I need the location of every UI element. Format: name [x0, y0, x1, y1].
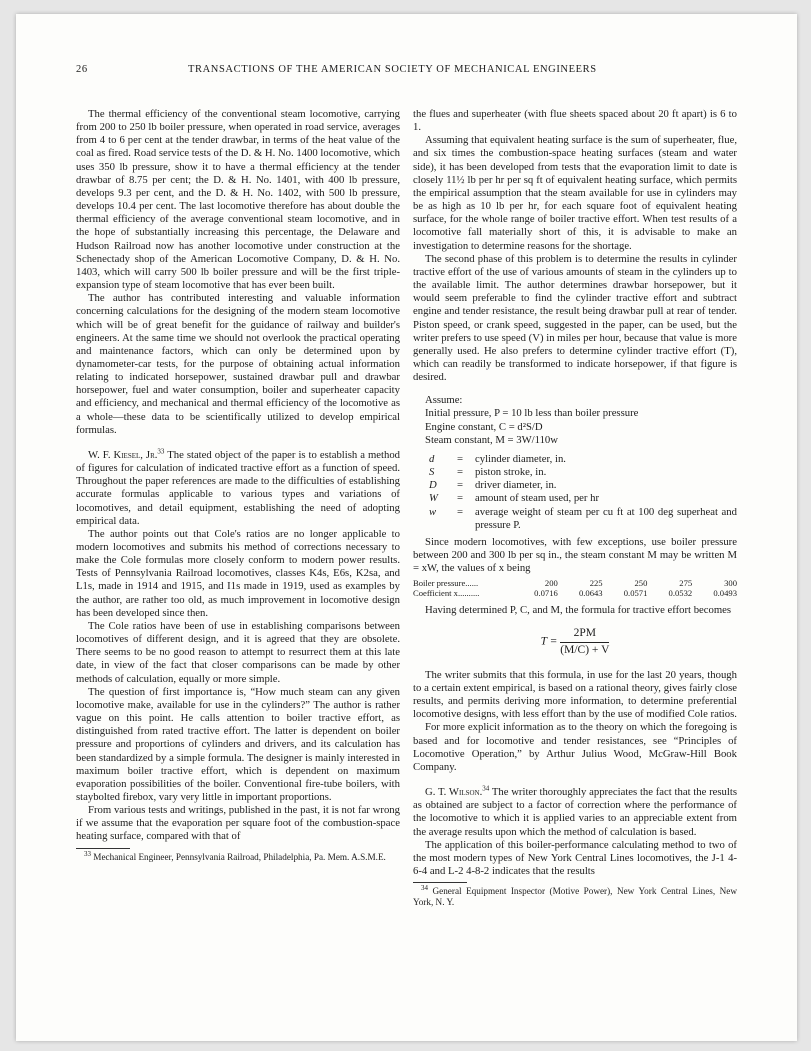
footnote-ref: 34: [482, 784, 490, 793]
tractive-effort-formula: [413, 627, 737, 656]
definition-row: S = piston stroke, in.: [413, 466, 737, 479]
paragraph: The Cole ratios have been of use in establishing comparisons between locomotives of different design, and it is agreed that they are obsolete. There seems to be no good reason to attempt to resurrect them at this late date, in view of the fact that closer comparisons can be made by other methods of calculation, equally or more simple.: [76, 619, 400, 685]
footnote-number: 34: [421, 884, 428, 893]
paragraph: The thermal efficiency of the conventional steam locomotive, carrying from 200 to 250 lb boiler pressure, when operated in road service, averages from 4 to 6 per cent at the tender drawbar, in terms of the heat value of the coal as fired. Road service tests of the D. & H. No. 1400 locomotive, which uses 350 lb pressure, show it to have a thermal efficiency at the tender drawbar of 8.75 per cent; the D. & H. No. 1401, with 400 lb pressure, develops 9.3 per cent, and the D. & H. No. 1402, with 500 lb pressure, develops 10.4 per cent. The last locomotive therefore has about double the thermal efficiency of the average conventional steam locomotive, and in the hope of substantially increasing this percentage, the Delaware and Hudson Railroad now has another locomotive under construction at the Schenectady shop of the American Locomotive Company, D. & H. No. 1403, which will carry 500 lb boiler pressure and will be the first triple-expansion type of steam locomotive that has ever been built.: [76, 108, 400, 292]
row-label: Coefficient x..........: [413, 588, 480, 599]
footnote: [76, 849, 400, 863]
formula-lhs: T =: [540, 635, 558, 648]
footnote-divider: [76, 848, 130, 849]
table-cell: 200: [544, 578, 558, 589]
paragraph: The author has contributed interesting and valuable information concerning calculations for the designing of the modern steam locomotive which will be of great benefit for the guidance of railway and builder's engineers. At the same time we should not overlook the practical operating and maintenance factors, which can only be determined upon by dynamometer-car tests, for the purpose of obtaining actual information relating to indicated horsepower, sustained drawbar pull and drawbar horsepower, fuel and water consumption, boiler and superheater capacity and efficiency, and mechanical and thermal efficiency of the locomotive as a whole—these data to be scientifically utilized to develop empirical formulas.: [76, 292, 400, 436]
table-cell: 225: [589, 578, 603, 589]
assume-label: Assume:: [425, 394, 463, 407]
footnote-text: Mechanical Engineer, Pennsylvania Railroad, Philadelphia, Pa. Mem. A.S.M.E.: [93, 851, 386, 862]
definition-text: driver diameter, in.: [475, 479, 557, 492]
table-cell: 0.0643: [578, 588, 603, 599]
symbol: W: [429, 492, 438, 505]
definition-row: W = amount of steam used, per hr: [413, 492, 737, 505]
symbol: S: [429, 466, 435, 479]
paragraph: the flues and superheater (with flue sheets spaced about 20 ft apart) is 6 to 1.: [413, 108, 737, 134]
table-cell: 0.0532: [668, 588, 693, 599]
assumptions-block: [425, 394, 737, 447]
table-cell: 250: [634, 578, 648, 589]
page-number: 26: [76, 64, 88, 75]
table-cell: 275: [679, 578, 693, 589]
pressure-coefficient-table: [413, 578, 737, 598]
left-column: [76, 108, 400, 863]
table-cell: 0.0716: [534, 588, 558, 599]
paragraph-text: The stated object of the paper is to establish a method of figures for calculation of indicated tractive effort as a function of speed. Throughout the paper references are made to the difficulties of establishing accurate formulas applicable to various types and variations of locomotives, and detail equipment, establishing the need of adopting empirical data.: [76, 448, 401, 527]
paragraph: The question of first importance is, “How much steam can any given locomotive make, available for use in the cylinders?” The author is rather vague on this point. He calls attention to boiler tractive effort, as distinguished from rated tractive effort. The latter is dependent on boiler pressure and proportions of cylinders and drivers, and its calculation has been standardized by a simple formula. The designer is mainly interested in maximum boiler tractive effort, which is dependent on maximum evaporation possibilities of the boiler. Conventional fire-tube boilers, with staybolted firebox, vary very little in important proportions.: [76, 685, 400, 803]
footnote-number: 33: [84, 849, 91, 858]
formula-denominator: (M/C) + V: [560, 643, 610, 656]
symbol: w: [429, 505, 437, 518]
definition-text: piston stroke, in.: [475, 466, 547, 479]
running-title: TRANSACTIONS OF THE AMERICAN SOCIETY OF MECHANICAL ENGINEERS: [188, 64, 597, 75]
discussion-paragraph: [76, 449, 400, 528]
definition-text: amount of steam used, per hr: [475, 492, 600, 505]
discussant-name: G. T. Wilson.: [425, 786, 483, 799]
table-cell: 0.0493: [713, 588, 737, 599]
assume-line: Initial pressure, P = 10 lb less than boiler pressure: [425, 407, 639, 420]
footnote-divider: [413, 882, 467, 883]
paragraph: Since modern locomotives, with few exceptions, use boiler pressure between 200 and 300 lb per sq in., the steam constant M may be written M = xW, the values of x being: [413, 535, 737, 575]
assume-line: Steam constant, M = 3W/110w: [425, 433, 558, 446]
table-cell: 0.0571: [623, 588, 648, 599]
definition-text: average weight of steam per cu ft at 100 deg superheat and pressure P.: [475, 505, 737, 531]
table-row: [413, 588, 737, 598]
definition-row: w = average weight of steam per cu ft at 100 deg superheat and pressure P.: [429, 505, 737, 531]
footnote: [413, 886, 737, 908]
paragraph: From various tests and writings, published in the past, it is not far wrong if we assume that the evaporation per square foot of the combustion-space heating surface, compared with that of: [76, 804, 400, 843]
paragraph: Having determined P, C, and M, the formula for tractive effort becomes: [425, 604, 732, 617]
right-column: [413, 108, 737, 908]
table-row: [413, 578, 737, 588]
footnote-ref: 33: [157, 447, 165, 456]
paragraph: The author points out that Cole's ratios are no longer applicable to modern locomotives and submits his method of corrections necessary to make the Cole formulas more closely conform to modern power results. Tests of Pennsylvania Railroad locomotives, classes K4s, E6s, K2sa, and L1s, made in 1914 and 1915, and I1s made in 1919, used as examples by the author, are rather too old, as much improvement in locomotive design has been developed since then.: [76, 527, 400, 619]
symbol-definitions: [413, 453, 737, 532]
paragraph-text: The writer thoroughly appreciates the fact that the results as obtained are subject to a factor of correction where the performance of the locomotive to which it is applied varies to an appreciable extent from the average results upon which the method of calculation is based.: [413, 786, 737, 838]
paragraph: For more explicit information as to the theory on which the foregoing is based and for locomotive and tender resistances, see “Principles of Locomotive Operation,” by Arthur Julius Wood, McGraw-Hill Book Company.: [413, 721, 737, 773]
paragraph: Assuming that equivalent heating surface is the sum of superheater, flue, and six times the combustion-space heating surfaces (steam and water side), it has been developed from tests that the evaporation limit to date is closely 11½ lb per hr per sq ft of equivalent heating surface, which permits the empirical assumption that the steam available for use in cylinders may be as high as 10 lb per hr, for each square foot of equivalent heating surface, for the whole range of boiler tractive effort. When test results of a locomotive fall materially short of this, it is advisable to make an investigation to determine reasons for the shortage.: [413, 134, 737, 252]
paragraph: The second phase of this problem is to determine the results in cylinder tractive effort of the use of various amounts of steam in the cylinders up to the available limit. The author determines drawbar horsepower, but it would seem preferable to find the cylinder tractive effort and subtract engine and tender resistance, the result being drawbar pull at rear of tender. Piston speed, or crank speed, suggested in the paper, can be used, but the writer prefers to use speed (V) in miles per hour, because that value is more generally used. He also prefers to determine cylinder tractive effort (T), which can readily be transformed to indicate horsepower, if that figure is desired.: [413, 252, 737, 384]
paragraph: The application of this boiler-performance calculating method to two of the most modern types of New York Central Lines locomotives, the J-1 4-6-4 and L-2 4-8-2 indicates that the results: [413, 838, 737, 877]
row-label: Boiler pressure......: [413, 578, 479, 589]
assume-line: Engine constant, C = d²S/D: [425, 420, 543, 433]
definition-row: D = driver diameter, in.: [413, 479, 737, 492]
formula-fraction: [560, 627, 609, 656]
discussion-paragraph: [413, 786, 737, 839]
table-cell: 300: [724, 578, 737, 589]
symbol: D: [429, 479, 437, 492]
formula-numerator: 2PM: [560, 627, 609, 642]
definition-row: d = cylinder diameter, in.: [413, 453, 737, 466]
definition-text: cylinder diameter, in.: [475, 452, 566, 465]
symbol: d: [429, 452, 435, 465]
discussant-name: W. F. Kiesel, Jr.: [88, 448, 158, 461]
paragraph: The writer submits that this formula, in use for the last 20 years, though to a certain extent empirical, is based on a rational theory, gives fairly close results, and permits deriving more information, to determine preferential locomotive designs, with less effort than by the use of modified Cole ratios.: [413, 668, 737, 721]
footnote-text: General Equipment Inspector (Motive Power), New York Central Lines, New York, N. Y.: [413, 886, 738, 908]
page: [16, 14, 797, 1041]
